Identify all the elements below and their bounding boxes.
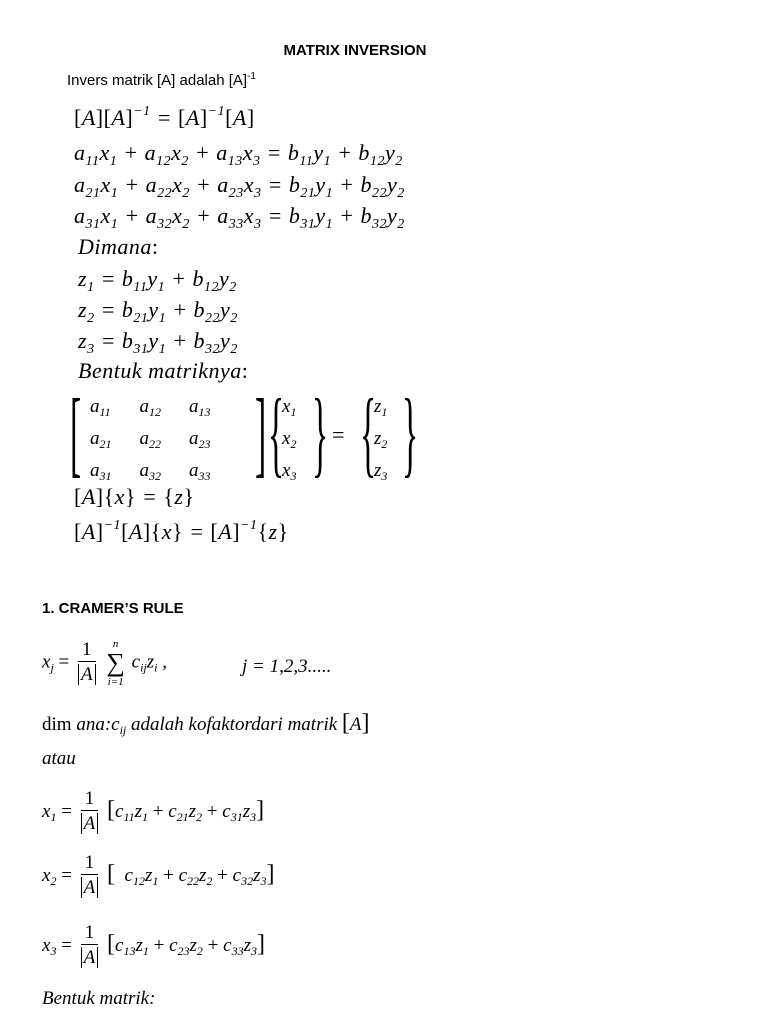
section-heading-cramer: 1. CRAMER’S RULE: [42, 600, 184, 617]
cramer-x1: $x_1$ = $\frac{1}{A}$ $[c_{11}z_1 + c_{21}z_2 + c_{31}z_3]$: [42, 788, 265, 834]
label-bentuk-matrik: Bentuk matrik:: [42, 988, 156, 1009]
label-dimana: Dimana:: [78, 234, 159, 259]
label-bentuk-matriknya: Bentuk matriknya:: [78, 358, 249, 383]
equation-inverse-identity: $[A][A]^{-1} = [A]^{-1}[A]$: [74, 104, 255, 130]
equation-ax-z: [A]{x} = {z}: [74, 484, 195, 509]
vector-z: $z_1$ $z_2$ $z_3$: [374, 396, 388, 483]
cramer-x3: $x_3$ = $\frac{1}{A}$ $[c_{13}z_1 + c_{23}z_2 + c_{33}z_3]$: [42, 922, 265, 968]
right-bracket: ]: [255, 379, 267, 486]
equation-z1: $z_1 = b_{11}y_1 + b_{12}y_2$: [78, 266, 237, 295]
left-brace-z: {: [360, 379, 377, 486]
intro-text: Invers matrik [A] adalah $[A]^{-1}$: [67, 71, 256, 89]
left-brace-x: {: [268, 379, 285, 486]
label-atau: atau: [42, 748, 76, 769]
equation-z3: $z_3 = b_{31}y_1 + b_{32}y_2$: [78, 328, 238, 357]
cramer-j-range: j = 1,2,3.....: [242, 656, 332, 677]
equals-sign: =: [332, 422, 345, 447]
equation-z2: $z_2 = b_{21}y_1 + b_{22}y_2$: [78, 297, 238, 326]
equation-row-1: $a_{11}x_1 + a_{12}x_2 + a_{13}x_3 = b_{11}y_1 + b_{12}y_2$: [74, 140, 403, 169]
page-title: MATRIX INVERSION: [283, 42, 427, 59]
equation-row-2: $a_{21}x_1 + a_{22}x_2 + a_{23}x_3 = b_{21}y_1 + b_{22}y_2$: [74, 172, 405, 201]
coefficient-matrix: $a_{11}$ $a_{12}$ $a_{13}$ $a_{21}$ $a_{22}$ $a_{23}$ $a_{31}$ $a_{32}$ $a_{33}$: [90, 396, 211, 483]
cramer-x2: $x_2$ = $\frac{1}{A}$ [ $c_{12}z_1 + c_{22}z_2 + c_{32}z_3$]: [42, 852, 275, 898]
vector-x: $x_1$ $x_2$ $x_3$: [282, 396, 297, 483]
cramer-dimana-line: dim $ana:c_{ij}$ adalah kofaktordari matrik [A]: [42, 710, 370, 737]
right-brace-z: }: [402, 379, 419, 486]
cramer-general-formula: $x_j$ = $\frac{1}{A}$ n ∑ i=1 $c_{ij}z_i$ ,: [42, 638, 168, 688]
right-brace-x: }: [312, 379, 329, 486]
equation-row-3: $a_{31}x_1 + a_{32}x_2 + a_{33}x_3 = b_{31}y_1 + b_{32}y_2$: [74, 203, 405, 232]
left-bracket: [: [70, 379, 82, 486]
equation-inverse-solution: $[A]^{-1}[A]\{x\} = [A]^{-1}\{z\}$: [74, 518, 289, 544]
